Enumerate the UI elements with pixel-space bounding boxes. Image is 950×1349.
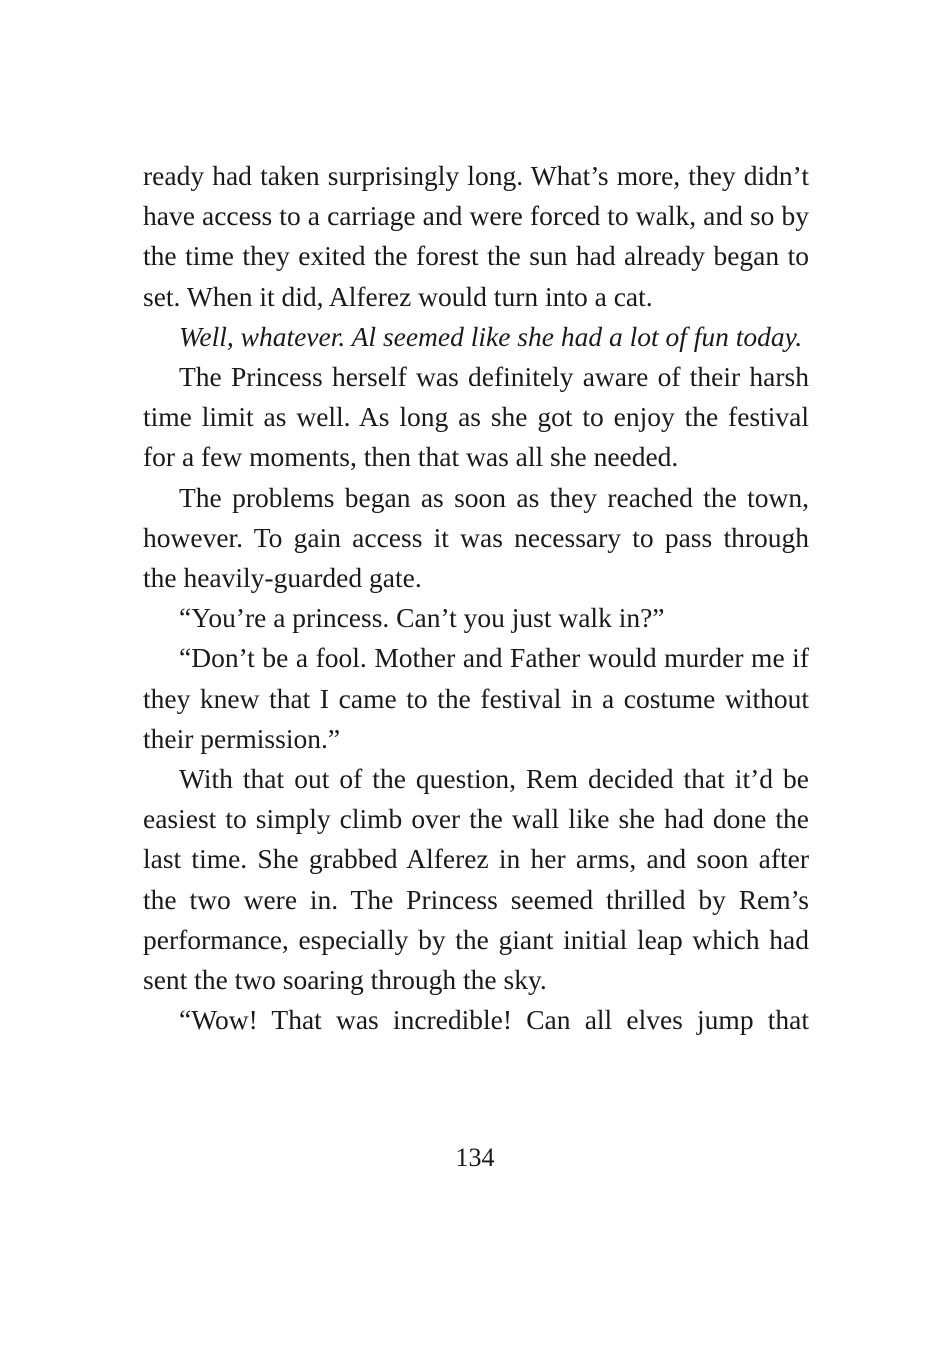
paragraph-dialogue: “You’re a princess. Can’t you just walk in?” — [179, 602, 665, 634]
paragraph: The Princess herself was definitely aware of their harsh time limit as well. As long as she got to enjoy the festival for a few moments, then that was all she needed. — [143, 361, 809, 473]
paragraph: The problems began as soon as they reached the town, however. To gain access it was necessary to pass through the heavily-guarded gate. — [143, 481, 809, 594]
body-text — [143, 156, 809, 1040]
paragraph: With that out of the question, Rem decided that it’d be easiest to simply climb over the wall like she had done the last time. She grabbed Alferez in her arms, and soon after the two were in. The Princess seemed thrilled by Rem’s performance, especially by the giant initial leap which had sent the two soaring through the sky. — [143, 763, 809, 996]
paragraph-dialogue: “Don’t be a fool. Mother and Father would murder me if they knew that I came to the festival in a costume without their permission.” — [143, 642, 809, 754]
page-number: 134 — [455, 1143, 495, 1172]
paragraph-italic-thought: Well, whatever. Al seemed like she had a lot of fun today. — [179, 320, 803, 352]
paragraph: ready had taken surprisingly long. What’s more, they didn’t have access to a carriage and were forced to walk, and so by the time they exited the forest the sun had already began to set. When it did, Alferez would turn into a cat. — [143, 160, 809, 312]
paragraph-dialogue-last: “Wow! That was incredible! Can all elves jump that — [179, 1004, 809, 1036]
